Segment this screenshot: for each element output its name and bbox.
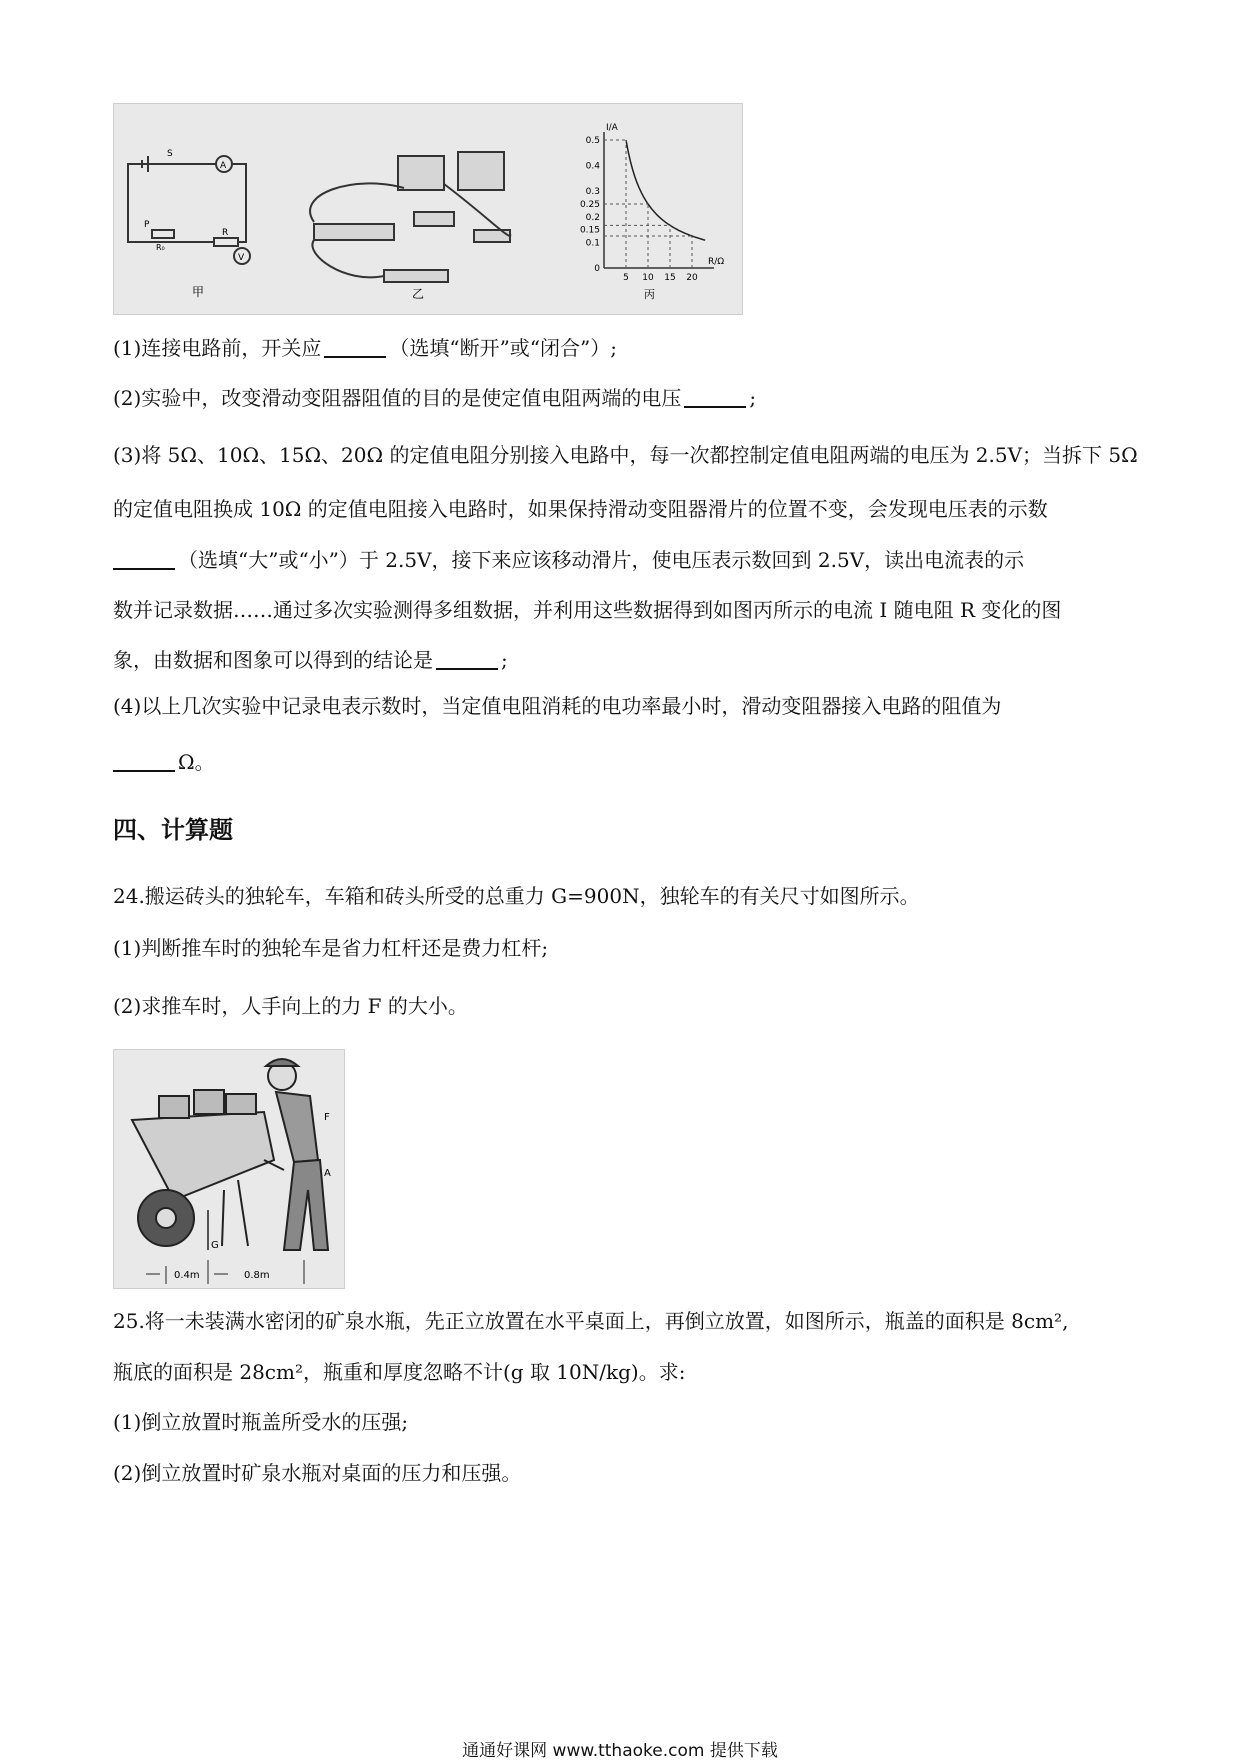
worker	[266, 1059, 328, 1250]
graph-xtick: 10	[642, 273, 654, 283]
q23-part3-line5-text-a: 象，由数据和图象可以得到的结论是	[113, 648, 433, 672]
caption-jia: 甲	[192, 285, 205, 299]
q23-part3-line3-text: （选填“大”或“小”）于 2.5V，接下来应该移动滑片，使电压表示数回到 2.5V，读出电流表的示	[178, 548, 1025, 572]
q23-part3-line2: 的定值电阻换成 10Ω 的定值电阻接入电路时，如果保持滑动变阻器滑片的位置不变，会发现电压表的示数	[113, 497, 1048, 521]
point-a-label: A	[324, 1168, 331, 1179]
caption-bing: 丙	[644, 288, 655, 301]
q23-part1-text-a: (1)连接电路前，开关应	[113, 336, 322, 360]
answer-blank[interactable]	[113, 548, 175, 570]
answer-blank[interactable]	[436, 648, 498, 670]
q23-part4-line2-text: Ω。	[178, 750, 215, 774]
q23-part3-line1: (3)将 5Ω、10Ω、15Ω、20Ω 的定值电阻分别接入电路中，每一次都控制定值电阻两端的电压为 2.5V；当拆下 5Ω	[113, 443, 1138, 467]
q25-line1: 25.将一未装满水密闭的矿泉水瓶，先正立放置在水平桌面上，再倒立放置，如图所示，瓶盖的面积是 8cm²,	[113, 1309, 1069, 1333]
graph-ytick: 0.15	[579, 225, 600, 236]
q23-part1	[113, 334, 617, 362]
circuit-schematic	[128, 156, 250, 264]
rheostat-label: R₀	[156, 243, 165, 252]
q23-part4-line1: (4)以上几次实验中记录电表示数时，当定值电阻消耗的电功率最小时，滑动变阻器接入电路的阻值为	[113, 694, 1002, 718]
graph-ytick: 0.1	[585, 238, 600, 249]
q23-part4-line2	[113, 748, 215, 776]
graph-xtick: 20	[686, 273, 698, 283]
wheelbarrow-drawing	[114, 1050, 344, 1288]
ammeter-label: A	[220, 161, 227, 171]
q24-part2: (2)求推车时，人手向上的力 F 的大小。	[113, 994, 468, 1018]
q23-part1-text-b: （选填“断开”或“闭合”）;	[389, 336, 617, 360]
answer-blank[interactable]	[684, 386, 746, 408]
graph-ytick: 0.4	[585, 161, 600, 172]
graph-ylabel: I/A	[606, 123, 618, 133]
q24-stem: 24.搬运砖头的独轮车，车箱和砖头所受的总重力 G=900N，独轮车的有关尺寸如图所示。	[113, 884, 920, 908]
force-label: F	[324, 1112, 330, 1123]
distance-label-2: 0.8m	[244, 1270, 270, 1281]
circuit-figure-drawing	[114, 104, 742, 314]
q23-part3-line5	[113, 646, 508, 674]
circuit-figure	[113, 103, 743, 315]
graph-ytick: 0.2	[585, 212, 600, 223]
q23-part2	[113, 384, 756, 412]
q25-line2: 瓶底的面积是 28cm²，瓶重和厚度忽略不计(g 取 10N/kg)。求:	[113, 1360, 686, 1384]
distance-label-1: 0.4m	[174, 1270, 200, 1281]
caption-yi: 乙	[412, 287, 425, 301]
resistor-label: R	[222, 228, 229, 238]
apparatus-drawing	[310, 152, 510, 282]
q23-part2-text-b: ;	[749, 386, 757, 410]
gravity-label: G	[211, 1240, 219, 1251]
graph-xlabel: R/Ω	[708, 257, 725, 267]
graph	[580, 123, 724, 301]
section-heading: 四、计算题	[113, 816, 233, 844]
wheelbarrow-figure	[113, 1049, 345, 1289]
graph-ytick: 0.5	[585, 136, 600, 146]
q23-part3-line4: 数并记录数据……通过多次实验测得多组数据，并利用这些数据得到如图丙所示的电流 I 随电阻 R 变化的图	[113, 598, 1062, 622]
graph-ytick: 0	[594, 264, 600, 274]
graph-ytick: 0.3	[585, 187, 600, 198]
answer-blank[interactable]	[113, 750, 175, 772]
answer-blank[interactable]	[324, 336, 386, 358]
q24-part1: (1)判断推车时的独轮车是省力杠杆还是费力杠杆;	[113, 936, 549, 960]
q25-part1: (1)倒立放置时瓶盖所受水的压强;	[113, 1410, 409, 1434]
page-footer: 通通好课网 www.tthaoke.com 提供下载	[462, 1741, 778, 1761]
dimension-lines	[146, 1260, 304, 1284]
q23-part3-line3	[113, 546, 1024, 574]
q23-part3-line5-text-b: ;	[501, 648, 508, 672]
graph-xtick: 5	[623, 273, 629, 283]
switch-label: S	[167, 149, 173, 159]
slider-label: P	[144, 220, 150, 230]
graph-ytick: 0.25	[579, 200, 600, 210]
graph-xtick: 15	[664, 273, 676, 283]
q25-part2: (2)倒立放置时矿泉水瓶对桌面的压力和压强。	[113, 1461, 522, 1485]
q23-part2-text-a: (2)实验中，改变滑动变阻器阻值的目的是使定值电阻两端的电压	[113, 386, 682, 410]
voltmeter-label: V	[238, 253, 245, 263]
